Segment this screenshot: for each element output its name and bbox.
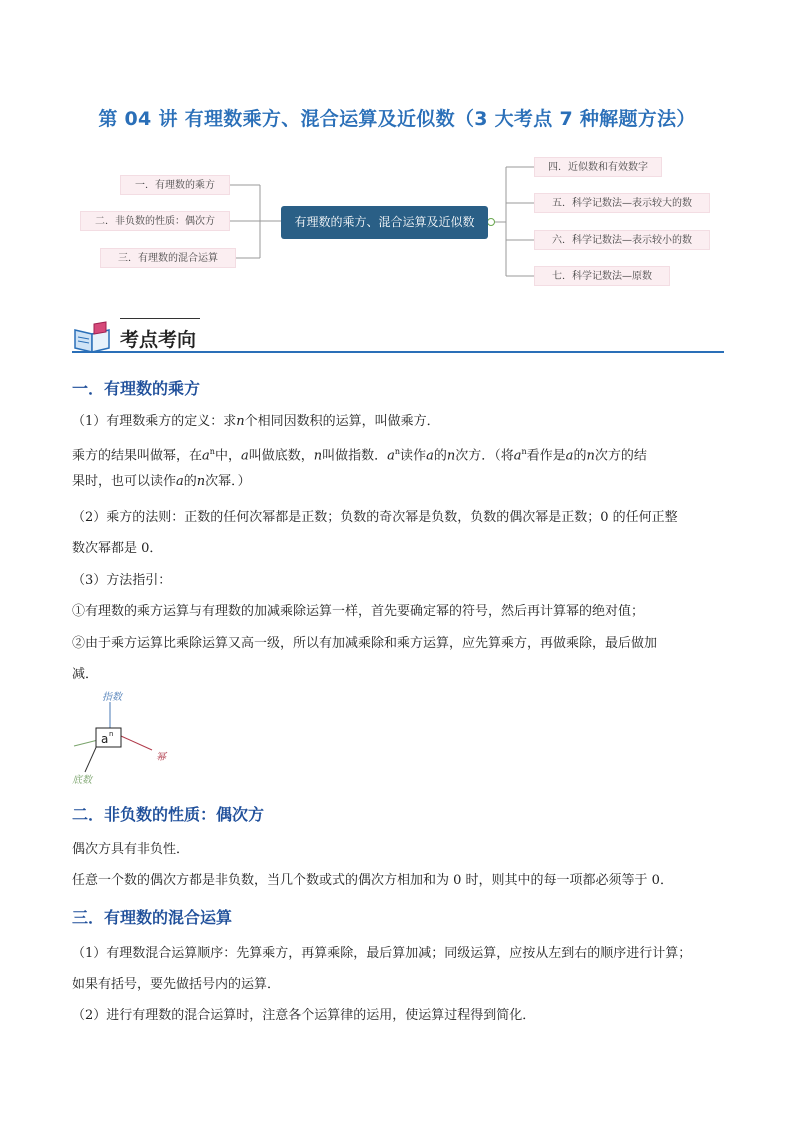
s3-paragraph-3: （2）进行有理数的混合运算时，注意各个运算律的运用，使运算过程得到简化． <box>72 1008 536 1023</box>
diagram-power-label: 幂 <box>156 752 166 763</box>
diagram-base-label: 底数 <box>72 775 92 786</box>
diagram-exponent-label: 指数 <box>102 692 122 703</box>
s1-paragraph-4: （2）乘方的法则：正数的任何次幂都是正数；负数的奇次幂是负数，负数的偶次幂是正数；0 的任何正整 <box>72 510 678 525</box>
s1-paragraph-2: 乘方的结果叫做幂，在$a^n$中，a叫做底数，n叫做指数．$a^n$读作a的n次方．（将$a^n$看作是a的n次方的结 <box>72 447 647 464</box>
power-diagram <box>70 688 190 788</box>
s3-paragraph-1: （1）有理数混合运算顺序：先算乘方，再算乘除，最后算加减；同级运算，应按从左到右的顺序进行计算； <box>72 946 692 961</box>
mindmap-node-6: 六．科学记数法—表示较小的数 <box>534 230 710 250</box>
s1-paragraph-8: ②由于乘方运算比乘除运算又高一级，所以有加减乘除和乘方运算，应先算乘方，再做乘除，最后做加 <box>72 636 658 651</box>
s1-paragraph-6: （3）方法指引： <box>72 573 172 588</box>
section-rule <box>72 351 724 353</box>
section-header <box>72 318 724 358</box>
heading-section-2: 二．非负数的性质：偶次方 <box>72 805 265 824</box>
s2-paragraph-1: 偶次方具有非负性． <box>72 842 190 857</box>
s3-paragraph-2: 如果有括号，要先做括号内的运算． <box>72 977 281 992</box>
mindmap-node-4: 四．近似数和有效数字 <box>534 157 662 177</box>
mindmap-node-3: 三．有理数的混合运算 <box>100 248 236 268</box>
heading-section-3: 三．有理数的混合运算 <box>72 908 233 927</box>
s1-paragraph-9: 减． <box>72 667 99 682</box>
diagram-box-exponent: n <box>109 730 114 738</box>
diagram-box-base: a <box>101 732 109 746</box>
mindmap-node-5: 五．科学记数法—表示较大的数 <box>534 193 710 213</box>
heading-section-1: 一．有理数的乘方 <box>72 379 201 398</box>
page-title: 第 04 讲 有理数乘方、混合运算及近似数（3 大考点 7 种解题方法） <box>98 108 696 130</box>
s1-paragraph-1: （1）有理数乘方的定义：求n个相同因数积的运算，叫做乘方． <box>72 414 440 429</box>
mindmap-node-7: 七．科学记数法—原数 <box>534 266 670 286</box>
mindmap-node-2: 二．非负数的性质：偶次方 <box>80 211 230 231</box>
mindmap-node-1: 一．有理数的乘方 <box>120 175 230 195</box>
s2-paragraph-2: 任意一个数的偶次方都是非负数，当几个数或式的偶次方相加和为 0 时，则其中的每一项都必须等于 0． <box>72 873 673 888</box>
mindmap-center-node: 有理数的乘方、混合运算及近似数 <box>281 206 488 239</box>
section-header-title: 考点考向 <box>120 329 197 351</box>
book-icon <box>72 320 116 354</box>
s1-paragraph-5: 数次幂都是 0． <box>72 541 163 556</box>
s1-paragraph-3: 果时，也可以读作a的n次幂．） <box>72 474 251 489</box>
s1-paragraph-7: ①有理数的乘方运算与有理数的加减乘除运算一样，首先要确定幂的符号，然后再计算幂的绝对值； <box>72 604 645 619</box>
